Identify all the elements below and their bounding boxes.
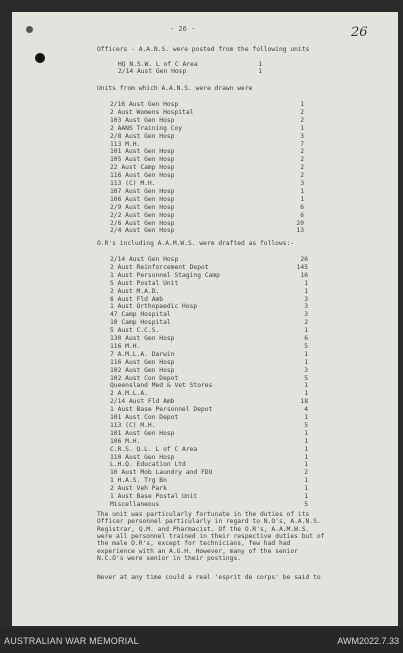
page-number: - 26 - [170, 25, 196, 33]
unit-name: 101 Aust Gen Hosp [110, 148, 175, 156]
drawn-heading: Units from which A.A.N.S. were drawn were [97, 85, 253, 92]
unit-name: 102 Aust Gen Hosp [110, 366, 175, 374]
unit-count: 2 [300, 108, 304, 116]
unit-name: 2 AANS Training Coy [110, 124, 183, 132]
unit-count: 6 [304, 335, 308, 342]
unit-name: 2 Aust Womens Hospital [110, 108, 194, 116]
unit-count: 1 [304, 327, 308, 335]
unit-name: L.H.Q. Education Ltd [110, 461, 186, 469]
unit-name: 101 Aust Con Depot [110, 414, 179, 421]
unit-name: 1 Aust Base Personnel Depot [110, 406, 213, 414]
handwritten-page-number: 26 [351, 25, 368, 40]
unit-count: 3 [304, 311, 308, 319]
unit-count: 1 [258, 68, 262, 76]
unit-name: 113 M.H. [110, 140, 141, 148]
unit-name: 113 (C) M.H. [110, 421, 156, 429]
unit-count: 1 [304, 445, 308, 453]
unit-name: 2/9 Aust Gen Hosp [110, 203, 175, 211]
unit-count: 1 [258, 61, 262, 68]
unit-name: 2 A.M.L.A. [110, 390, 148, 398]
unit-name: 2/14 Aust Gen Hosp [118, 68, 187, 76]
unit-name: 116 M.H. [110, 342, 141, 350]
unit-count: 2 [300, 116, 304, 124]
unit-count: 4 [304, 406, 308, 414]
last-line: Never at any time could a real 'esprit de corps' be said to [97, 574, 321, 581]
unit-name: 105 Aust Gen Hosp [110, 156, 175, 164]
unit-name: 102 Aust Con Depot [110, 374, 179, 382]
unit-count: 1 [304, 287, 308, 295]
unit-name: 106 M.H. [110, 437, 141, 445]
unit-count: 1 [304, 453, 308, 461]
unit-name: 7 A.M.L.A. Darwin [110, 350, 175, 358]
unit-count: 1 [304, 414, 308, 421]
unit-name: 6 Aust Fld Amb [110, 295, 164, 303]
unit-count: 3 [304, 303, 308, 311]
footer-accession-number: AWM2022.7.33 [337, 636, 399, 646]
unit-count: 20 [296, 219, 304, 227]
unit-name: Miscellaneous [110, 500, 160, 508]
unit-count: 1 [304, 279, 308, 287]
unit-count: 1 [304, 477, 308, 485]
unit-name: 103 Aust Gen Hosp [110, 116, 175, 124]
unit-count: 2 [300, 164, 304, 172]
unit-name: 10 Aust Mob Laundry and FDU [110, 469, 213, 477]
unit-name: 116 Aust Gen Hosp [110, 172, 175, 180]
paragraph-line: Registrar, Q.M. and Pharmacist. Of the O.R's, A.A.M.W.S. [97, 525, 310, 533]
paragraph-line: The unit was particularly fortunate in the duties of its [97, 511, 310, 518]
unit-count: 145 [296, 263, 308, 271]
unit-name: Queensland Med & Vet Stores [110, 382, 213, 390]
paragraph-line: the male O.R's, except for technicians, few had had [97, 540, 291, 548]
unit-count: 3 [300, 132, 304, 140]
unit-count: 1 [300, 124, 304, 132]
unit-count: 1 [304, 493, 308, 500]
unit-name: 2/14 Aust Gen Hosp [110, 256, 179, 263]
unit-count: 7 [300, 140, 304, 148]
unit-name: C.R.S. Q.L. L of C Area [110, 445, 198, 453]
unit-name: 5 Aust Postal Unit [110, 279, 179, 287]
unit-name: 113 (C) M.H. [110, 180, 156, 187]
unit-name: 2/4 Aust Gen Hosp [110, 227, 175, 235]
unit-name: 5 Aust C.C.S. [110, 327, 160, 335]
unit-count: 1 [304, 437, 308, 445]
unit-count: 16 [300, 271, 308, 279]
unit-name: 2/6 Aust Gen Hosp [110, 219, 175, 227]
unit-count: 3 [304, 295, 308, 303]
unit-name: 1 Aust Orthopaedic Hosp [110, 303, 198, 311]
unit-count: 1 [300, 101, 304, 108]
unit-name: 22 Aust Camp Hosp [110, 164, 175, 172]
unit-count: 6 [300, 211, 304, 219]
unit-name: HQ N.S.W. L of C Area [118, 61, 198, 68]
paragraph-line: experience with an A.G.H. However, many of the senior [97, 547, 298, 555]
paragraph-line: Officer personnel particularly in regard to N.O's, A.A.N.S. [97, 518, 321, 526]
unit-name: 2/16 Aust Gen Hosp [110, 101, 179, 108]
unit-name: 1 Aust Personnel Staging Camp [110, 271, 220, 279]
unit-count: 1 [304, 390, 308, 398]
unit-count: 1 [304, 429, 308, 437]
footer-institution: AUSTRALIAN WAR MEMORIAL [4, 636, 139, 646]
unit-count: 5 [304, 342, 308, 350]
unit-count: 2 [304, 319, 308, 327]
unit-count: 26 [300, 256, 308, 263]
unit-count: 13 [296, 227, 304, 235]
unit-count: 2 [300, 172, 304, 180]
unit-count: 2 [304, 469, 308, 477]
unit-name: 110 Aust Gen Hosp [110, 453, 175, 461]
unit-name: 130 Aust Gen Hosp [110, 335, 175, 342]
punch-hole-top [26, 26, 33, 33]
unit-count: 1 [304, 382, 308, 390]
unit-name: 2 Aust Veh Park [110, 485, 167, 493]
unit-name: 116 Aust Gen Hosp [110, 358, 175, 366]
unit-count: 1 [304, 461, 308, 469]
unit-name: 2 Aust Reinforcement Depot [110, 263, 209, 271]
paragraph-line: N.C.O's were senior in their postings. [97, 554, 242, 562]
unit-count: 1 [300, 195, 304, 203]
unit-name: 10 Camp Hospital [110, 319, 171, 327]
unit-name: 1 Aust Base Postal Unit [110, 493, 198, 500]
unit-name: 107 Aust Gen Hosp [110, 187, 175, 195]
unit-count: 3 [300, 180, 304, 187]
unit-count: 5 [304, 500, 308, 508]
unit-name: 106 Aust Gen Hosp [110, 195, 175, 203]
unit-count: 1 [304, 485, 308, 493]
unit-count: 5 [304, 421, 308, 429]
unit-name: 101 Aust Gen Hosp [110, 429, 175, 437]
unit-count: 2 [300, 148, 304, 156]
unit-name: 2/14 Aust Fld Amb [110, 398, 175, 406]
unit-count: 18 [300, 398, 308, 406]
unit-name: 2/2 Aust Gen Hosp [110, 211, 175, 219]
drafted-heading: O.R's including A.A.M.W.S. were drafted as follows:- [97, 240, 295, 247]
unit-name: 2 Aust M.A.D. [110, 287, 160, 295]
unit-count: 1 [300, 187, 304, 195]
unit-name: 47 Camp Hospital [110, 311, 171, 319]
punch-hole-middle [35, 53, 45, 63]
unit-name: 2/8 Aust Gen Hosp [110, 132, 175, 140]
paragraph-line: were all personnel trained in their respective duties but of [97, 532, 325, 540]
unit-count: 5 [304, 374, 308, 382]
unit-count: 1 [304, 358, 308, 366]
unit-count: 2 [300, 156, 304, 164]
footer-bar [0, 628, 403, 653]
unit-count: 3 [304, 366, 308, 374]
unit-count: 6 [300, 203, 304, 211]
unit-count: 1 [304, 350, 308, 358]
intro-line: Officers - A.A.N.S. were posted from the following units [97, 46, 310, 53]
unit-name: 1 H.A.S. Trg Bn [110, 477, 167, 485]
